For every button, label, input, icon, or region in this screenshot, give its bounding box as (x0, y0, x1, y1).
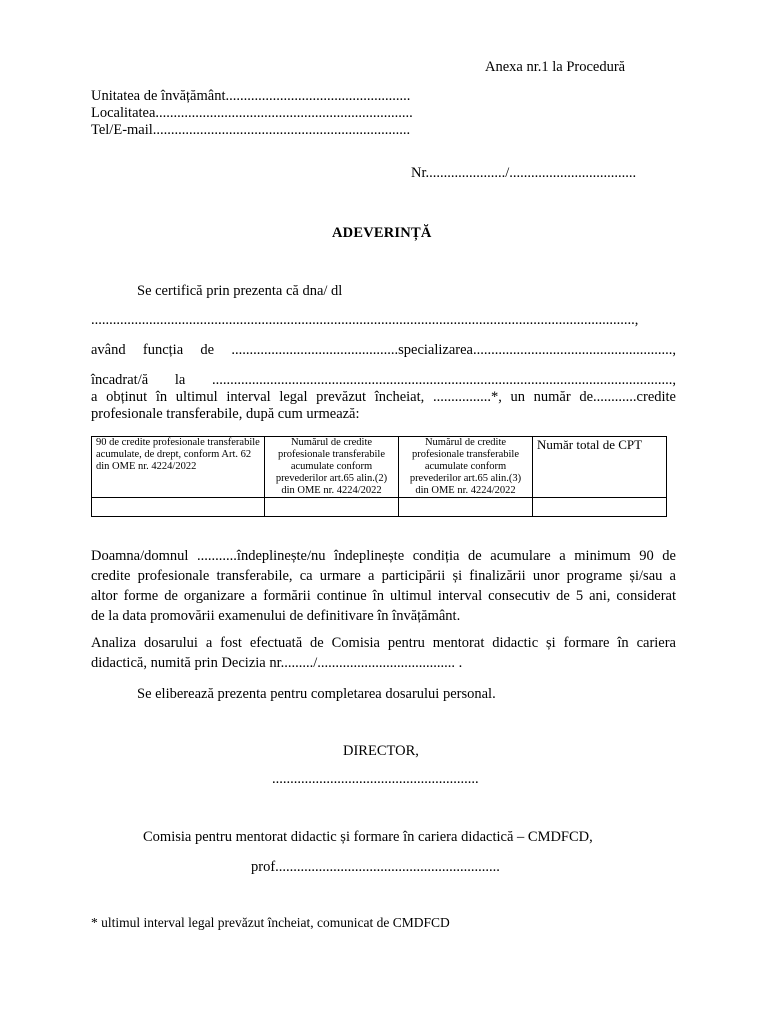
footnote: * ultimul interval legal prevăzut încheiat, comunicat de CMDFCD (91, 915, 450, 930)
contact-field: Tel/E-mail....................................................................... (91, 122, 411, 138)
table-cell-right-credits (92, 498, 265, 517)
paragraph-line: didactică, numită prin Decizia nr........./...................................... . (91, 655, 463, 671)
paragraph-line: de la data promovării examenului de definitivare în învățământ. (91, 608, 461, 624)
function-line: având funcția de ..............................................specializarea......................................................., (91, 342, 676, 358)
table-header-art65-3: Numărul de credite profesionale transferabile acumulate conform prevederilor art.65 alin.(3) din OME nr. 4224/2022 (399, 437, 533, 498)
table-header-right-credits: 90 de credite profesionale transferabile acumulate, de drept, conform Art. 62 din OME nr. 4224/2022 (92, 437, 265, 498)
table-header-art65-2: Numărul de credite profesionale transferabile acumulate conform prevederilor art.65 alin.(2) din OME nr. 4224/2022 (265, 437, 399, 498)
certify-intro: Se certifică prin prezenta că dna/ dl (137, 283, 343, 299)
table-header-total-cpt: Număr total de CPT (533, 437, 667, 498)
annex-label: Anexa nr.1 la Procedură (485, 59, 626, 75)
commission-label: Comisia pentru mentorat didactic și formare în cariera didactică – CMDFCD, (143, 829, 593, 845)
prof-signature-line: prof.............................................................. (251, 859, 500, 875)
locality-field: Localitatea....................................................................... (91, 105, 413, 121)
school-unit-field: Unitatea de învățământ................................................... (91, 88, 411, 104)
credits-line-end: profesionale transferabile, după cum urmează: (91, 406, 360, 422)
table-row (92, 498, 667, 517)
paragraph-line: Doamna/domnul ...........îndeplinește/nu îndeplinește condiția de acumulare a minimum 90 de (91, 548, 676, 564)
employed-line: încadrat/ă la ..............................................................................................................................., (91, 372, 676, 388)
registration-number: Nr....................../................................... (411, 165, 637, 181)
document-title: ADEVERINȚĂ (332, 225, 432, 241)
director-signature-line: ......................................................... (272, 771, 479, 787)
director-label: DIRECTOR, (343, 743, 419, 759)
issued-statement: Se eliberează prezenta pentru completarea dosarului personal. (137, 686, 496, 702)
paragraph-line: credite profesionale transferabile, ca urmare a participării și finalizării unor programe și/sau a (91, 568, 676, 584)
table-cell-total-cpt (533, 498, 667, 517)
table-cell-art65-3 (399, 498, 533, 517)
table-cell-art65-2 (265, 498, 399, 517)
paragraph-line: Analiza dosarului a fost efectuată de Comisia pentru mentorat didactic și formare în cariera (91, 635, 676, 651)
credits-table (91, 436, 667, 517)
paragraph-line: altor forme de organizare a formării continue în ultimul interval consecutiv de 5 ani, considerat (91, 588, 676, 604)
obtained-line: a obținut în ultimul interval legal prevăzut încheiat, ................*, un număr de............credite (91, 389, 676, 405)
name-dots-line: ......................................................................................................................................................, (91, 312, 639, 328)
